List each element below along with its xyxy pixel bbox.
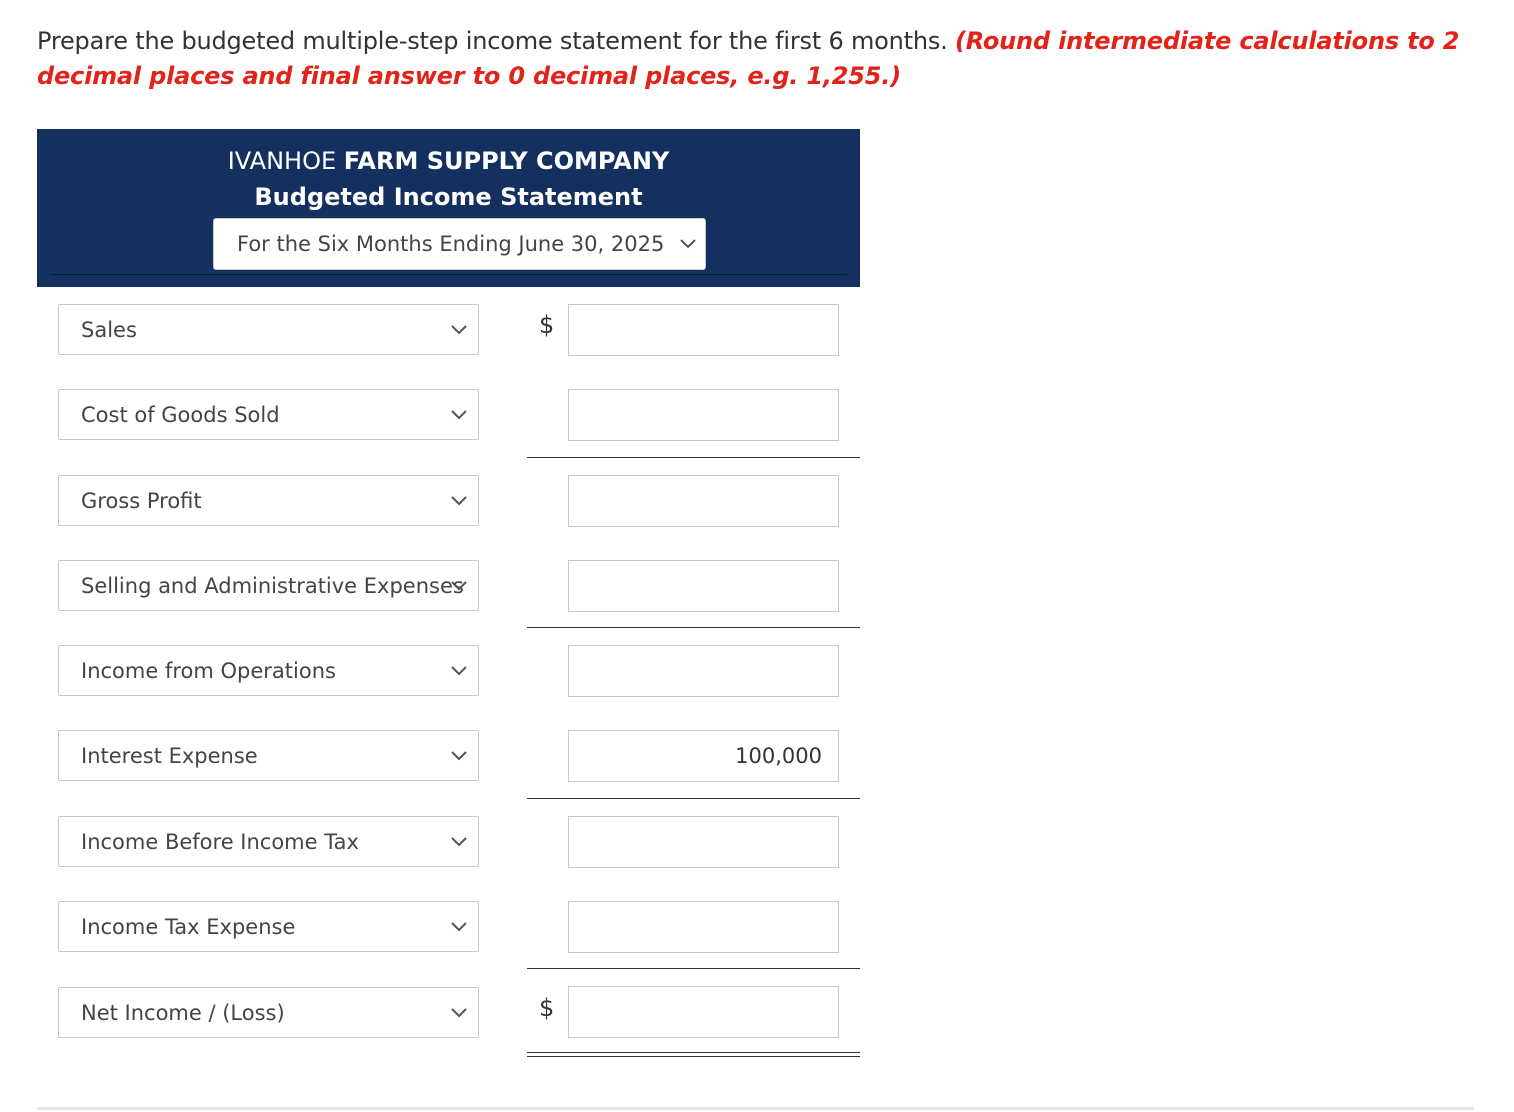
row-label-select[interactable] — [58, 730, 479, 781]
chevron-down-icon — [448, 664, 470, 678]
row-label: Income Tax Expense — [81, 915, 296, 939]
row-label-select[interactable] — [58, 901, 479, 952]
chevron-down-icon — [448, 494, 470, 508]
chevron-down-icon — [448, 408, 470, 422]
row-label: Interest Expense — [81, 744, 258, 768]
amount-input[interactable] — [568, 560, 839, 612]
section-divider — [37, 1107, 1474, 1110]
statement-title: Budgeted Income Statement — [254, 183, 643, 211]
instructions — [37, 24, 1467, 94]
row-label: Income Before Income Tax — [81, 830, 359, 854]
subtotal-rule — [527, 968, 860, 969]
row-label: Selling and Administrative Expenses — [81, 574, 464, 598]
dollar-sign: $ — [539, 311, 555, 339]
subtotal-rule — [527, 798, 860, 799]
row-label-select[interactable] — [58, 645, 479, 696]
chevron-down-icon — [448, 749, 470, 763]
period-select-value: For the Six Months Ending June 30, 2025 — [237, 232, 665, 256]
row-label-select[interactable] — [58, 475, 479, 526]
row-label-select[interactable] — [58, 389, 479, 440]
row-label-select[interactable] — [58, 304, 479, 355]
amount-input[interactable]: 100,000 — [568, 730, 839, 782]
row-label: Net Income / (Loss) — [81, 1001, 285, 1025]
double-rule-bottom — [527, 1056, 860, 1057]
statement-header — [37, 129, 860, 287]
header-divider — [50, 274, 847, 275]
chevron-down-icon — [448, 1006, 470, 1020]
subtotal-rule — [527, 457, 860, 458]
amount-input[interactable] — [568, 901, 839, 953]
company-prefix: IVANHOE — [227, 147, 337, 175]
period-select[interactable] — [213, 218, 706, 270]
rounding-hint: (Round intermediate calculations to 2 decimal places and final answer to 0 decimal places, e.g. 1,255.) — [37, 27, 1460, 90]
chevron-down-icon — [448, 835, 470, 849]
amount-input[interactable] — [568, 475, 839, 527]
instructions-text: Prepare the budgeted multiple-step income statement for the first 6 months. — [37, 27, 956, 55]
company-name — [37, 146, 860, 176]
chevron-down-icon — [448, 920, 470, 934]
subtotal-rule — [527, 627, 860, 628]
amount-input[interactable] — [568, 986, 839, 1038]
dollar-sign: $ — [539, 994, 555, 1022]
amount-input[interactable] — [568, 816, 839, 868]
amount-input[interactable] — [568, 389, 839, 441]
row-label: Gross Profit — [81, 489, 202, 513]
amount-input[interactable] — [568, 304, 839, 356]
row-label-select[interactable] — [58, 560, 479, 611]
company-rest: FARM SUPPLY COMPANY — [343, 147, 670, 175]
amount-input[interactable] — [568, 645, 839, 697]
chevron-down-icon — [677, 237, 699, 251]
row-label: Sales — [81, 318, 137, 342]
chevron-down-icon — [448, 579, 470, 593]
row-label-select[interactable] — [58, 816, 479, 867]
double-rule-top — [527, 1052, 860, 1053]
chevron-down-icon — [448, 323, 470, 337]
row-label: Income from Operations — [81, 659, 336, 683]
row-label: Cost of Goods Sold — [81, 403, 280, 427]
row-label-select[interactable] — [58, 987, 479, 1038]
